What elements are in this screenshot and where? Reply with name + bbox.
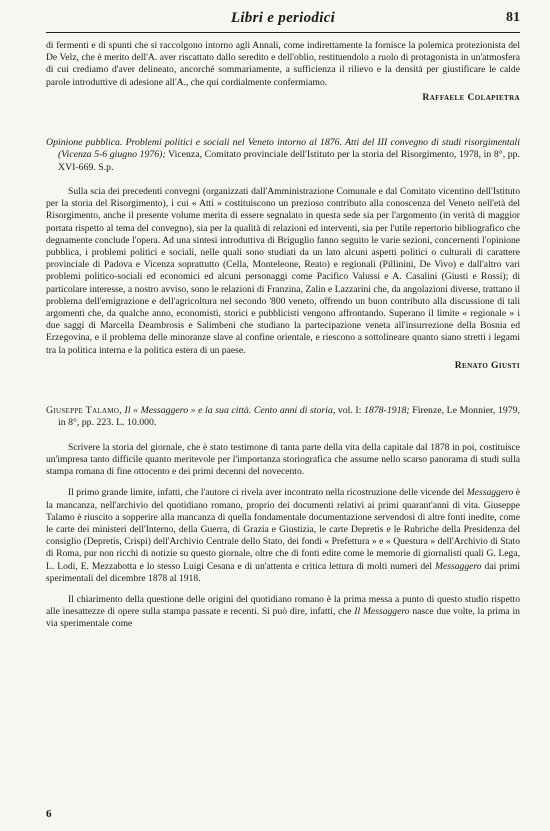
- review-paragraph: Sulla scia dei precedenti convegni (organizzati dall'Amministrazione Comunale e dal Comitato vicentino dell'Istituto per la storia del Risorgimento), i cui « Atti » costituiscono un prezioso contributo alla conoscenza del Veneto nell'età del Risorgimento, anche il presente volume merita di essere segnalato in questa sede sia per l'argomento (in verità di maggior portata rispetto al tema del convegno), sia per la qualità di relazioni ed interventi, sia per l'utile repertorio bibliografico che degnamente conclude l'opera. Ad una sintesi introduttiva di Briguglio fanno seguito le varie sezioni, concernenti l'opinione pubblica, i problemi politici e sociali, nelle quali sono studiati da un lato alcuni aspetti politici o culturali di carattere provinciale di Padova e Vicenza soprattutto (Cella, Monteleone, Reato) e regionali (Pillinini, De Vivo) e dall'altro vari problemi politico-sociali ed economici ed alcuni personaggi come Pacifico Valussi e A. Casalini (Giusti e Rossi); di particolare interesse, a nostro avviso, sono le relazioni di Franzina, Zalin e Lazzarini che, da angolazioni diverse, trattano il problema dell'emigrazione e dell'agricoltura nel secondo '800 veneto, offrendo un buon contributo alla discussione di tali argomenti che, da qualche anno, economisti, storici e pubblicisti vengono affrontando. Superano il limite « regionale » i due saggi di Marcella Deambrosis e Salimbeni che studiano la partecipazione veneta all'insurrezione della Bosnia ed Erzegovina, e il problema delle minoranze slave al confine orientale, e riescono a sottolineare quanto siano stretti i legami tra la politica interna e la politica estera di un paese.: [46, 186, 520, 356]
- section-gap: [46, 371, 520, 405]
- reviewer-signature: Raffaele Colapietra: [422, 91, 520, 103]
- text-run: dai primi sperimentali del dicembre 1878 al 1918.: [46, 560, 520, 584]
- paragraph-gap: [46, 585, 520, 594]
- review-paragraph: Scrivere la storia del giornale, che è stato testimone di tanta parte della vita della capitale dal 1878 in poi, costituisce un'impresa tanto difficile quanto meritevole per l'importanza storiografica che assume nello scarso panorama di studi sulla stampa romana di fine ottocento e dei primi decenni del novecento.: [46, 441, 520, 478]
- review-paragraph: [46, 594, 520, 631]
- newspaper-name: Messaggero: [466, 487, 514, 499]
- book-citation: [46, 137, 520, 174]
- running-head: [46, 10, 520, 33]
- citation-title: Il « Messaggero » e la sua città. Cento anni di storia,: [121, 404, 336, 416]
- review-opinione-pubblica: [46, 137, 520, 371]
- citation-gap: [46, 430, 520, 442]
- review-paragraph: [46, 487, 520, 585]
- review-messaggero: [46, 405, 520, 631]
- paragraph-gap: [46, 478, 520, 487]
- running-title: Libri e periodici: [230, 10, 336, 26]
- citation-years: 1878-1918;: [363, 404, 410, 416]
- text-run: nasce due volte, la prima in via sperimentale come: [46, 606, 520, 630]
- review-colapietra: [46, 40, 520, 103]
- text-run: è la mancanza, nell'archivio del quotidiano romano, proprio dei documenti relativi ai primi quarant'anni di vita. Giuseppe Talamo è riuscito a sopperire alla mancanza di quella fondamentale documentazione servendosi di altre fonti inedite, come le carte dei ministeri dell'Interno, della Guerra, di Grazia e Giustizia, le carte Depretis e le Rubriche della Presidenza del consiglio (Depretis, Crispi) dell'Archivio Centrale dello Stato, dei fondi « Prefettura » e « Questura » dell'Archivio di Stato di Roma, pur non ricchi di notizie su questo giornale, oltre che di fonti edite come le memorie di giornalisti quali G. Lega, L. Lodi, E. Mezzabotta e lo stesso Luigi Cesana e di un'attenta e critica lettura di molti numeri del: [46, 487, 520, 572]
- review-paragraph: di fermenti e di spunti che si raccolgono intorno agli Annali, come indirettamente la fornisce la polemica protezionista del De Velz, che è merito dell'A. aver riscattato dallo seredito e dell'oblio, restituendolo a ruolo di protagonista in un'atmosfera di cui crediamo d'aver delineato, ancorché sommariamente, a sufficienza il rilievo e la densità per giustificare le calde parole introduttive di adesione all'A., che qui cordialmente confermiamo.: [46, 40, 520, 88]
- citation-gap: [46, 174, 520, 186]
- book-citation: [46, 405, 520, 430]
- text-run: Il chiarimento della questione delle origini del quotidiano romano è la prima messa a punto di questo studio rispetto alle inesattezze di opere sulla stampa passate e recenti. Si può dire, infatti, che: [46, 593, 520, 618]
- page-number: 81: [506, 10, 520, 25]
- newspaper-name: Messaggero: [435, 560, 482, 572]
- page-content: [46, 40, 520, 631]
- newspaper-name: Il Messaggero: [354, 606, 410, 618]
- section-gap: [46, 103, 520, 137]
- citation-volume: vol. I:: [335, 404, 364, 416]
- reviewer-signature: Renato Giusti: [454, 359, 520, 371]
- signature-mark: 6: [46, 808, 52, 820]
- citation-author: Giuseppe Talamo,: [46, 404, 122, 416]
- citation-publication: Firenze, Le Monnier, 1979, in 8°, pp. 223. L. 10.000.: [58, 404, 520, 429]
- citation-publication: Vicenza, Comitato provinciale dell'Istituto per la storia del Risorgimento, 1978, in 8°, pp. XVI-669. S.p.: [58, 149, 520, 173]
- citation-title: Opinione pubblica. Problemi politici e sociali nel Veneto intorno al 1876. Atti del III convegno di studi risorgimentali (Vicenza 5-6 giugno 1976);: [46, 136, 520, 161]
- text-run: Il primo grande limite, infatti, che l'autore ci rivela aver incontrato nella ricostruzione delle vicende del: [68, 487, 467, 499]
